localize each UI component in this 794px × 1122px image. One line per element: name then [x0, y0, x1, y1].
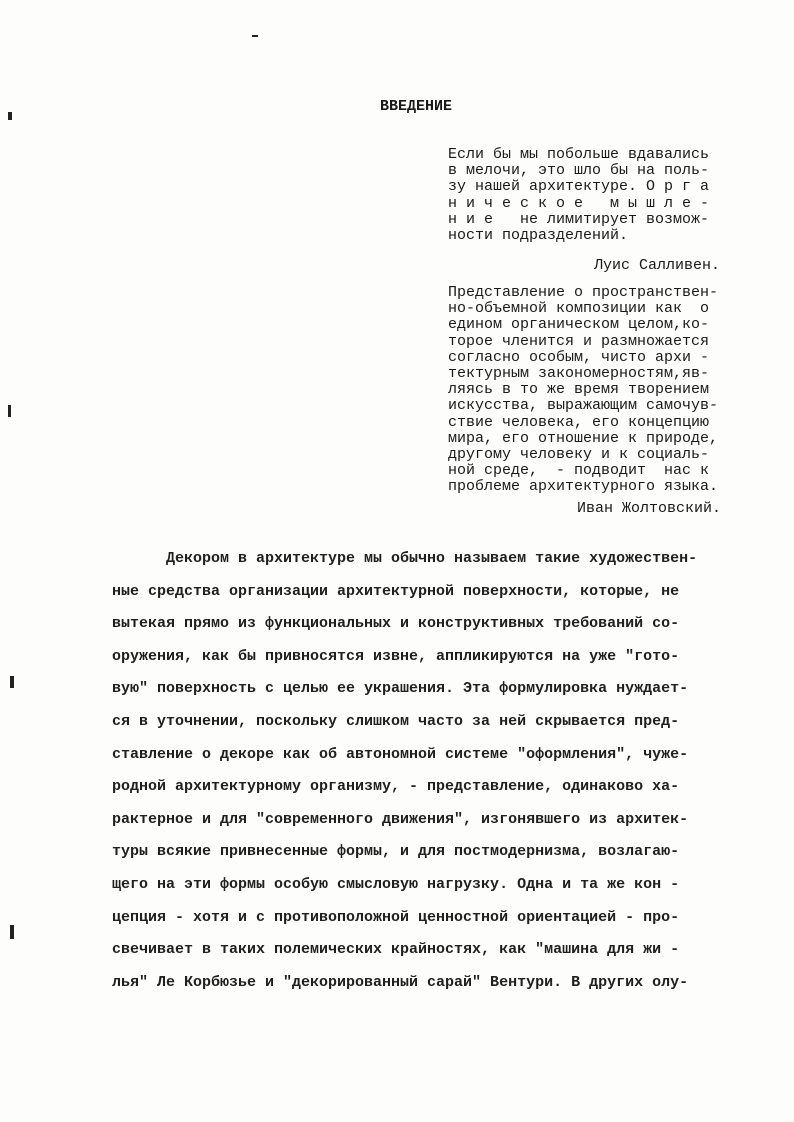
epigraph-attribution: Луис Салливен. — [594, 257, 721, 274]
epigraph-line: зу нашей архитектуре. О р г а — [448, 178, 710, 196]
body-line: Декором в архитектуре мы обычно называем такие художествен- — [112, 550, 698, 567]
epigraph-line: мира, его отношение к природе, — [448, 429, 719, 447]
epigraph-line: н и ч е с к о е м ы ш л е - — [448, 194, 710, 212]
epigraph-line: проблеме архитектурного языка. — [448, 478, 719, 496]
body-line: рактерное и для "современного движения", изгонявшего из архитек- — [112, 810, 689, 828]
epigraph-line: искусства, выражающим самочув- — [448, 397, 719, 415]
epigraph-line: согласно особым, чисто архи - — [448, 348, 710, 366]
epigraph-line: н и е не лимитирует возмож- — [448, 210, 710, 228]
scan-mark — [8, 405, 11, 417]
body-line: цепция - хотя и с противоположной ценностной ориентацией - про- — [112, 908, 680, 926]
epigraph-zholtovsky — [448, 285, 748, 496]
epigraph-line: Представление о пространствен- — [448, 284, 719, 301]
body-line: оружения, как бы привносятся извне, аппликируются на уже "гото- — [112, 647, 680, 665]
body-line: ные средства организации архитектурной поверхности, которые, не — [112, 582, 680, 600]
epigraph-line: в мелочи, это шло бы на поль- — [448, 162, 710, 180]
body-line: лья" Ле Корбюзье и "декорированный сарай" Вентури. В других олу- — [112, 973, 689, 991]
epigraph-line: другому человеку и к социаль- — [448, 446, 710, 464]
epigraph-line: Если бы мы побольше вдавались — [448, 146, 710, 163]
epigraph-line: ности подразделений. — [448, 227, 629, 245]
epigraph-line: ной среде, - подводит нас к — [448, 462, 710, 480]
epigraph-line: ляясь в то же время творением — [448, 381, 710, 399]
epigraph-line: тектурным закономерностям,яв- — [448, 365, 710, 383]
epigraph-sullivan — [448, 147, 748, 244]
page-title: ВВЕДЕНИЕ — [380, 98, 453, 115]
body-paragraph — [112, 543, 752, 999]
scan-mark — [10, 925, 14, 939]
body-line: ся в уточнении, поскольку слишком часто за ней скрывается пред- — [112, 712, 680, 730]
body-line: ставление о декоре как об автономной системе "оформления", чуже- — [112, 745, 689, 763]
epigraph-line: едином органическом целом,ко- — [448, 316, 710, 334]
body-line: туры всякие привнесенные формы, и для постмодернизма, возлагаю- — [112, 843, 680, 861]
body-line: свечивает в таких полемических крайностях, как "машина для жи - — [112, 941, 680, 959]
body-line: щего на эти формы особую смысловую нагрузку. Одна и та же кон - — [112, 875, 680, 893]
scan-mark — [10, 676, 14, 688]
scan-mark — [8, 112, 12, 120]
body-line: вую" поверхность с целью ее украшения. Эта формулировка нуждает- — [112, 680, 689, 698]
body-line: вытекая прямо из функциональных и конструктивных требований со- — [112, 615, 680, 633]
body-line: родной архитектурному организму, - представление, одинаково ха- — [112, 778, 680, 796]
epigraph-line: ствие человека, его концепцию — [448, 413, 710, 431]
epigraph-attribution: Иван Жолтовский. — [577, 500, 722, 517]
scan-mark — [252, 35, 258, 37]
epigraph-line: но-объемной композиции как о — [448, 300, 710, 318]
epigraph-line: торое членится и размножается — [448, 332, 710, 350]
